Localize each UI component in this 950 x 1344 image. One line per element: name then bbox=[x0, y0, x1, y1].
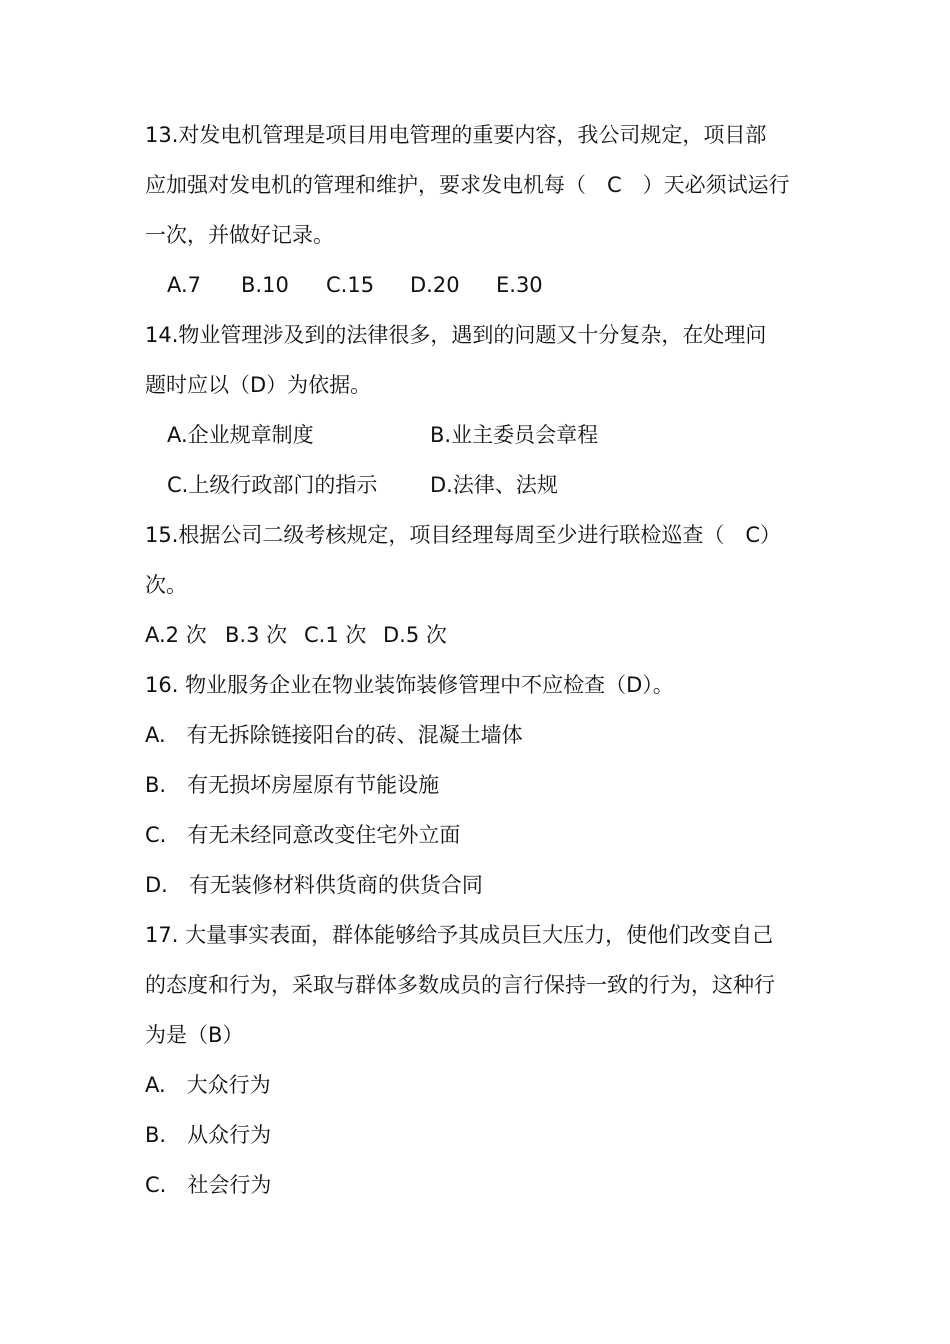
q13-text-line-3: 一次，并做好记录。 bbox=[145, 223, 334, 247]
q13-text-line-2: 应加强对发电机的管理和维护，要求发电机每（ C ）天必须试运行 bbox=[145, 173, 790, 197]
q15-option-d: D.5 次 bbox=[383, 623, 447, 647]
q16-option-a: A. 有无拆除链接阳台的砖、混凝土墙体 bbox=[145, 723, 523, 747]
q15-text-line-2: 次。 bbox=[145, 573, 187, 597]
q15-text-line-1: 15.根据公司二级考核规定，项目经理每周至少进行联检巡查（ C） bbox=[145, 523, 782, 547]
q17-option-b: B. 从众行为 bbox=[145, 1123, 272, 1147]
q13-option-e: E.30 bbox=[496, 273, 543, 297]
q15-option-a: A.2 次 bbox=[145, 623, 207, 647]
q14-option-a: A.企业规章制度 bbox=[167, 423, 314, 447]
q13-options bbox=[145, 260, 845, 310]
q14-options-row-2 bbox=[145, 460, 845, 510]
q16-option-b: B. 有无损坏房屋原有节能设施 bbox=[145, 773, 440, 797]
q13-option-a: A.7 bbox=[167, 273, 202, 297]
q15-options bbox=[145, 610, 845, 660]
q14-text-line-1: 14.物业管理涉及到的法律很多，遇到的问题又十分复杂，在处理问 bbox=[145, 323, 767, 347]
q17-text-line-1: 17. 大量事实表面，群体能够给予其成员巨大压力，使他们改变自己 bbox=[145, 923, 774, 947]
q13-text-line-1: 13.对发电机管理是项目用电管理的重要内容，我公司规定，项目部 bbox=[145, 123, 767, 147]
q16-option-c: C. 有无未经同意改变住宅外立面 bbox=[145, 823, 461, 847]
q15-option-c: C.1 次 bbox=[304, 623, 367, 647]
q14-option-c: C.上级行政部门的指示 bbox=[167, 473, 378, 497]
q14-option-b: B.业主委员会章程 bbox=[430, 423, 599, 447]
q17-text-line-2: 的态度和行为，采取与群体多数成员的言行保持一致的行为，这种行 bbox=[145, 973, 775, 997]
q17-option-c: C. 社会行为 bbox=[145, 1173, 272, 1197]
q14-options-row-1 bbox=[145, 410, 845, 460]
q17-option-a: A. 大众行为 bbox=[145, 1073, 271, 1097]
q14-text-line-2: 题时应以（D）为依据。 bbox=[145, 373, 372, 397]
q16-option-d: D. 有无装修材料供货商的供货合同 bbox=[145, 873, 483, 897]
q17-text-line-3: 为是（B） bbox=[145, 1023, 244, 1047]
q13-option-b: B.10 bbox=[241, 273, 289, 297]
q15-option-b: B.3 次 bbox=[225, 623, 288, 647]
q14-option-d: D.法律、法规 bbox=[430, 473, 558, 497]
q13-option-d: D.20 bbox=[410, 273, 460, 297]
q16-text-line-1: 16. 物业服务企业在物业装饰装修管理中不应检查（D）。 bbox=[145, 673, 674, 697]
q13-option-c: C.15 bbox=[326, 273, 375, 297]
